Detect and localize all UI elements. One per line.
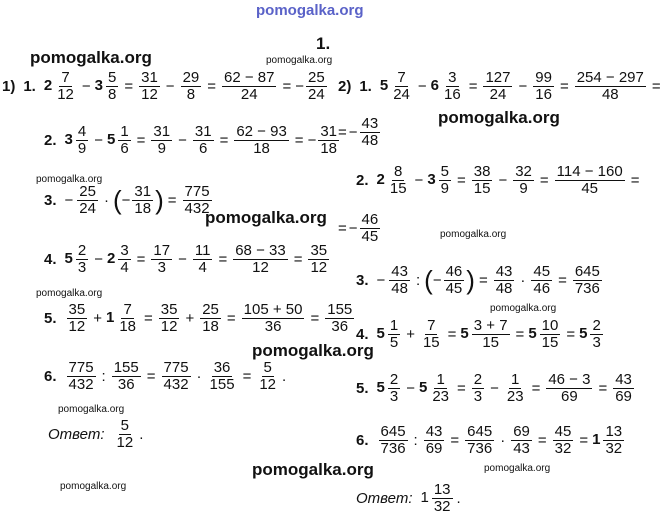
step-number: 4. xyxy=(44,250,57,268)
watermark: pomogalka.org xyxy=(205,208,327,227)
step-number: 1. xyxy=(359,77,372,95)
watermark: pomogalka.org xyxy=(30,48,152,67)
step-number: 6. xyxy=(356,431,369,449)
left-step-2: 2. 3 $\frac{4}{9}$ − 5 $\frac{1}{6}$ = $\frac{31}{9}$ − $\frac{31}{6}$ = $\frac{62 - 93}{18}$ = − $\frac{31}{18}$ xyxy=(44,123,338,157)
right-step-5: 5. 5 $\frac{2}{3}$ − 5 $\frac{1}{23}$ = $\frac{2}{3}$ − $\frac{1}{23}$ = $\frac{46 - 3}{69}$ = $\frac{43}{69}$ xyxy=(356,371,632,405)
step-number: 4. xyxy=(356,325,369,343)
watermark-small: pomogalka.org xyxy=(490,303,557,314)
right-step-1-result: = − $\frac{43}{48}$ xyxy=(338,115,379,149)
watermark-small: pomogalka.org xyxy=(266,55,333,66)
step-number: 6. xyxy=(44,367,57,385)
watermark: pomogalka.org xyxy=(252,341,374,360)
left-step-3: 3. − $\frac{25}{24}$ · ( − $\frac{31}{18}$ ) = $\frac{775}{432}$ xyxy=(44,183,210,217)
right-step-4: 4. 5 $\frac{1}{5}$ + $\frac{7}{15}$ = 5 $\frac{3 + 7}{15}$ = 5 $\frac{10}{15}$ = 5 $\frac{2}{3}$ xyxy=(356,317,601,351)
right-answer: Ответ: 1 $\frac{13}{32}$ . xyxy=(356,481,461,515)
left-answer: Ответ: $\frac{5}{12}$ . xyxy=(48,417,144,451)
answer-label: Ответ: xyxy=(356,489,413,507)
task-number: 1. xyxy=(316,34,331,53)
step-number: 2. xyxy=(356,171,369,189)
watermark-small: pomogalka.org xyxy=(484,463,551,474)
part-label: 1) xyxy=(2,77,16,95)
step-number: 1. xyxy=(23,77,36,95)
right-step-2: 2. 2 $\frac{8}{15}$ − 3 $\frac{5}{9}$ = $\frac{38}{15}$ − $\frac{32}{9}$ = $\frac{114 - 160}{45}$ = xyxy=(356,163,640,197)
watermark-small: pomogalka.org xyxy=(440,229,507,240)
left-step-6: 6. $\frac{775}{432}$ : $\frac{155}{36}$ = $\frac{775}{432}$ · $\frac{36}{155}$ = $\frac{5}{12}$ . xyxy=(44,359,287,393)
watermark-small: pomogalka.org xyxy=(60,481,127,492)
left-step-5: 5. $\frac{35}{12}$ + 1 $\frac{7}{18}$ = $\frac{35}{12}$ + $\frac{25}{18}$ = $\frac{105 + 50}{36}$ = $\frac{155}{36}$ xyxy=(44,301,353,335)
step-number: 3. xyxy=(356,271,369,289)
watermark-top: pomogalka.org xyxy=(256,2,364,19)
right-step-1: 2) 1. 5 $\frac{7}{24}$ − 6 $\frac{3}{16}$ = $\frac{127}{24}$ − $\frac{99}{16}$ = $\frac{254 - 297}{48}$ = xyxy=(338,69,661,103)
left-step-4: 4. 5 $\frac{2}{3}$ − 2 $\frac{3}{4}$ = $\frac{17}{3}$ − $\frac{11}{4}$ = $\frac{68 - 33}{12}$ = $\frac{35}{12}$ xyxy=(44,242,328,276)
step-number: 5. xyxy=(356,379,369,397)
right-step-6: 6. $\frac{645}{736}$ : $\frac{43}{69}$ = $\frac{645}{736}$ · $\frac{69}{43}$ = $\frac{45}{32}$ = 1 $\frac{13}{32}$ xyxy=(356,423,623,457)
watermark: pomogalka.org xyxy=(252,460,374,479)
watermark-small: pomogalka.org xyxy=(58,404,125,415)
watermark-small: pomogalka.org xyxy=(36,174,103,185)
watermark: pomogalka.org xyxy=(438,108,560,127)
left-step-1: 1) 1. 2 $\frac{7}{12}$ − 3 $\frac{5}{8}$ = $\frac{31}{12}$ − $\frac{29}{8}$ = $\frac{62 - 87}{24}$ = − $\frac{25}{24}$ xyxy=(2,69,325,103)
step-number: 3. xyxy=(44,191,57,209)
part-label: 2) xyxy=(338,77,352,95)
step-number: 5. xyxy=(44,309,57,327)
right-step-3: 3. − $\frac{43}{48}$ : ( − $\frac{46}{45}$ ) = $\frac{43}{48}$ · $\frac{45}{46}$ = $\frac{645}{736}$ xyxy=(356,263,600,297)
right-step-2-result: = − $\frac{46}{45}$ xyxy=(338,211,379,245)
watermark-small: pomogalka.org xyxy=(36,288,103,299)
step-number: 2. xyxy=(44,131,57,149)
answer-label: Ответ: xyxy=(48,425,105,443)
